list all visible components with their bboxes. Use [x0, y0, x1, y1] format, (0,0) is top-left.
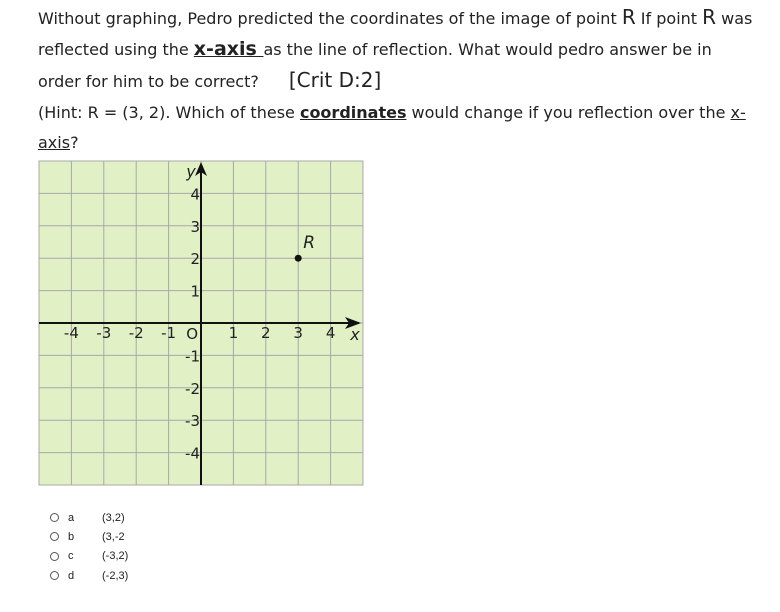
- answer-option-b[interactable]: [50, 527, 128, 546]
- answer-letter-a: a: [68, 511, 75, 524]
- answer-option-c[interactable]: [50, 547, 128, 566]
- answer-letter-d: d: [68, 569, 75, 582]
- question-part4: as the line of reflection. What would pedro answer be in order for him to be correct?: [38, 40, 712, 91]
- x-axis-label: x: [350, 325, 360, 344]
- answer-text-c: (-3,2): [102, 550, 129, 563]
- data-point-label: R: [303, 233, 316, 254]
- coordinate-grid: [38, 160, 364, 486]
- hint-part3: ?: [70, 133, 79, 152]
- y-tick-label: -2: [185, 379, 200, 398]
- y-tick-label: -4: [185, 444, 200, 463]
- y-tick-label: 1: [190, 282, 200, 301]
- question-point-r: R: [621, 5, 636, 29]
- question-part2: If point: [635, 9, 703, 28]
- y-tick-label: 2: [190, 250, 200, 269]
- x-tick-label: 1: [228, 324, 239, 342]
- answer-letter-c: c: [68, 550, 74, 563]
- answer-choices: [50, 508, 128, 585]
- data-point: [295, 255, 302, 262]
- question-part1: Without graphing, Pedro predicted the coordinates of the image of point: [38, 9, 622, 28]
- answer-letter-b: b: [68, 530, 75, 543]
- y-axis-label: y: [186, 162, 196, 181]
- x-tick-label: -2: [128, 324, 144, 342]
- y-tick-label: 3: [190, 217, 200, 236]
- answer-text-a: (3,2): [102, 511, 125, 524]
- y-tick-label: 4: [190, 185, 200, 204]
- hint-x-axis-term: x-axis: [38, 103, 746, 152]
- question-point-r-2: R: [702, 5, 717, 29]
- y-tick-label: -1: [185, 347, 200, 366]
- answer-option-d[interactable]: [50, 566, 128, 585]
- x-tick-label: -4: [63, 324, 79, 342]
- origin-label: O: [186, 325, 198, 343]
- radio-d[interactable]: [50, 571, 59, 580]
- crit-label: [Crit D:2]: [288, 68, 382, 92]
- hint-part2: would change if you reflection over the: [406, 103, 731, 122]
- radio-c[interactable]: [50, 552, 59, 561]
- question-text: [38, 2, 758, 97]
- answer-option-a[interactable]: [50, 508, 128, 527]
- hint-coordinates-term: coordinates: [299, 103, 407, 122]
- radio-a[interactable]: [50, 513, 59, 522]
- hint-text: [38, 98, 758, 158]
- x-tick-label: -3: [96, 324, 112, 342]
- x-tick-label: -1: [161, 324, 177, 342]
- x-tick-label: 3: [293, 324, 303, 342]
- hint-part1: (Hint: R = (3, 2). Which of these: [38, 103, 300, 122]
- radio-b[interactable]: [50, 532, 59, 541]
- x-tick-label: 4: [325, 324, 336, 342]
- question-part3: was reflected using the: [38, 9, 753, 59]
- question-x-axis-term: x-axis: [193, 38, 264, 60]
- answer-text-d: (-2,3): [102, 569, 129, 582]
- answer-text-b: (3,-2: [102, 530, 125, 543]
- x-tick-label: 2: [261, 324, 271, 342]
- y-tick-label: -3: [185, 412, 200, 431]
